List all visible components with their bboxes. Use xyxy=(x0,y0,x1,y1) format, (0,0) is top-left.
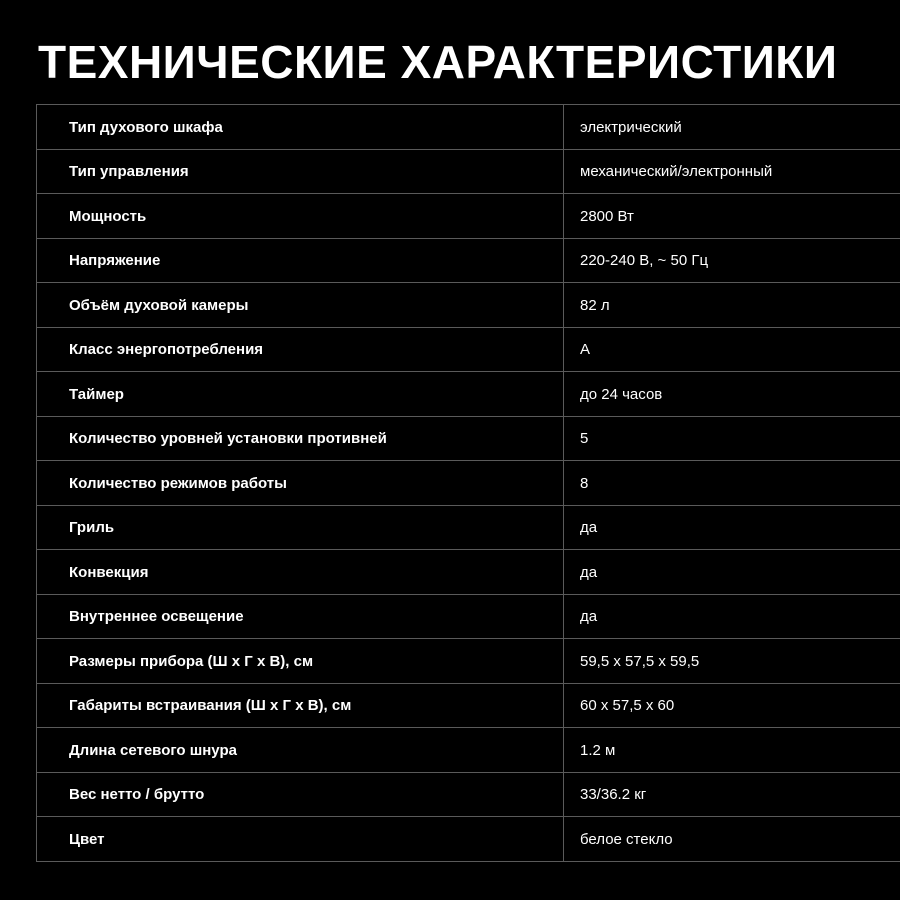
table-row xyxy=(37,283,900,328)
spec-parameter: Размеры прибора (Ш x Г x В), см xyxy=(37,639,564,684)
spec-value: 59,5 x 57,5 x 59,5 xyxy=(564,639,900,684)
page-title: ТЕХНИЧЕСКИЕ ХАРАКТЕРИСТИКИ xyxy=(38,36,838,88)
spec-parameter: Габариты встраивания (Ш x Г x В), см xyxy=(37,683,564,728)
spec-parameter: Тип управления xyxy=(37,149,564,194)
spec-parameter: Длина сетевого шнура xyxy=(37,728,564,773)
table-row xyxy=(37,238,900,283)
spec-parameter: Таймер xyxy=(37,372,564,417)
table-row xyxy=(37,594,900,639)
table-row xyxy=(37,639,900,684)
table-row xyxy=(37,327,900,372)
spec-parameter: Объём духовой камеры xyxy=(37,283,564,328)
spec-value: да xyxy=(564,505,900,550)
table-row xyxy=(37,372,900,417)
table-row xyxy=(37,683,900,728)
spec-value: механический/электронный xyxy=(564,149,900,194)
spec-value: да xyxy=(564,550,900,595)
table-row xyxy=(37,194,900,239)
specifications-table xyxy=(36,104,900,862)
spec-value: до 24 часов xyxy=(564,372,900,417)
table-row xyxy=(37,772,900,817)
spec-parameter: Мощность xyxy=(37,194,564,239)
spec-value: да xyxy=(564,594,900,639)
spec-parameter: Количество уровней установки противней xyxy=(37,416,564,461)
spec-value: электрический xyxy=(564,105,900,150)
spec-parameter: Класс энергопотребления xyxy=(37,327,564,372)
spec-parameter: Гриль xyxy=(37,505,564,550)
table-row xyxy=(37,550,900,595)
table-row xyxy=(37,105,900,150)
spec-value: 33/36.2 кг xyxy=(564,772,900,817)
table-row xyxy=(37,149,900,194)
table-row xyxy=(37,461,900,506)
table-row xyxy=(37,505,900,550)
table-row xyxy=(37,728,900,773)
spec-value: 8 xyxy=(564,461,900,506)
spec-parameter: Внутреннее освещение xyxy=(37,594,564,639)
spec-value: 220-240 В, ~ 50 Гц xyxy=(564,238,900,283)
spec-parameter: Цвет xyxy=(37,817,564,862)
spec-value: 1.2 м xyxy=(564,728,900,773)
spec-parameter: Количество режимов работы xyxy=(37,461,564,506)
spec-parameter: Конвекция xyxy=(37,550,564,595)
spec-value: 5 xyxy=(564,416,900,461)
spec-value: белое стекло xyxy=(564,817,900,862)
table-row xyxy=(37,817,900,862)
spec-parameter: Тип духового шкафа xyxy=(37,105,564,150)
table-row xyxy=(37,416,900,461)
spec-value: 2800 Вт xyxy=(564,194,900,239)
spec-value: A xyxy=(564,327,900,372)
spec-value: 82 л xyxy=(564,283,900,328)
spec-value: 60 x 57,5 x 60 xyxy=(564,683,900,728)
spec-parameter: Напряжение xyxy=(37,238,564,283)
spec-parameter: Вес нетто / брутто xyxy=(37,772,564,817)
specifications-table-body xyxy=(37,105,900,862)
